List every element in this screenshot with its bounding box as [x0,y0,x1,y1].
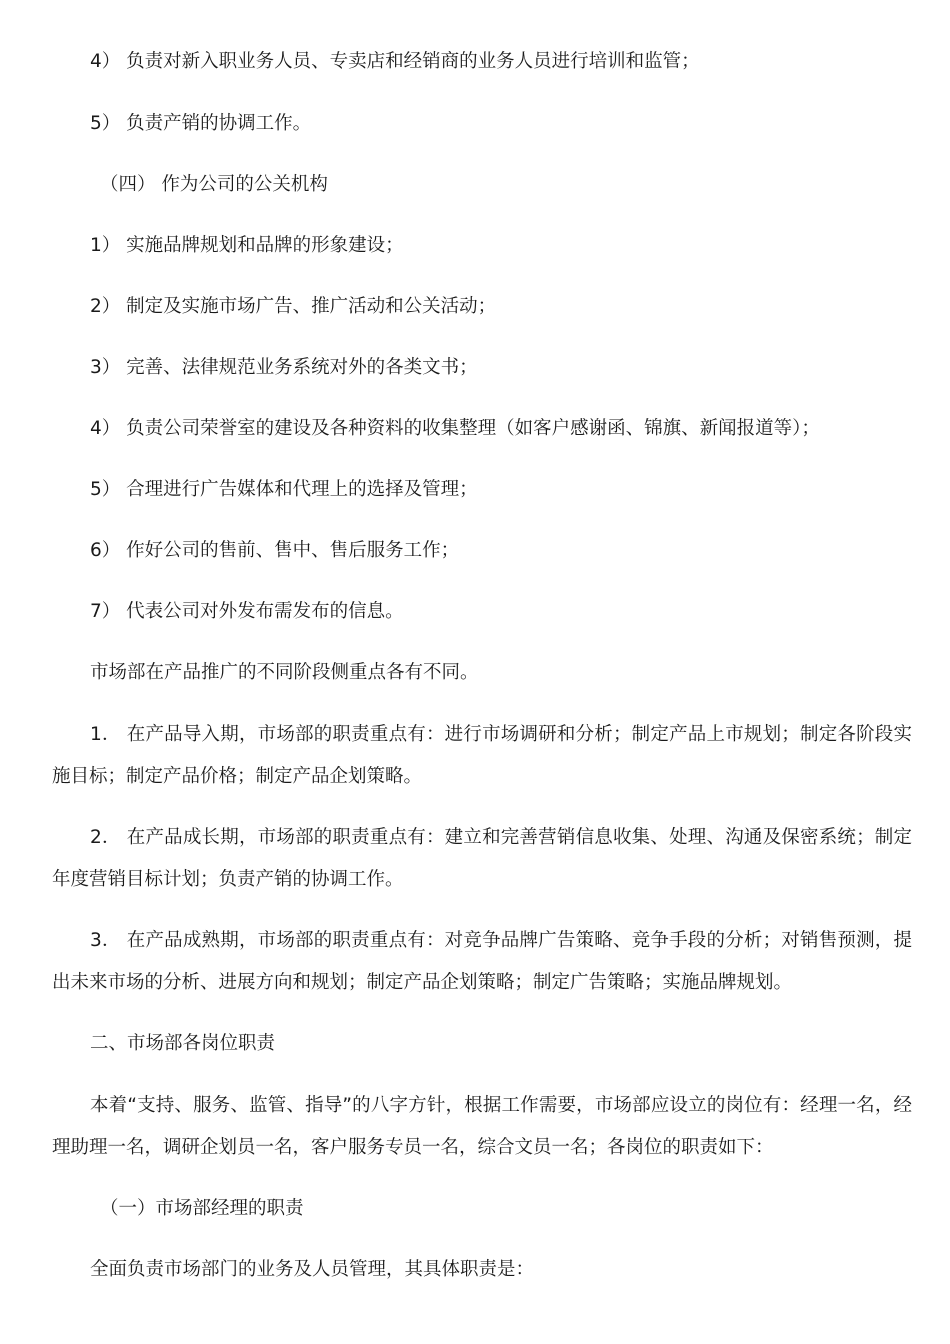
pr-item-3: 3） 完善、法律规范业务系统对外的各类文书； [90,357,478,378]
stage-focus-intro: 市场部在产品推广的不同阶段侧重点各有不同。 [90,662,479,683]
pr-item-5: 5） 合理进行广告媒体和代理上的选择及管理； [90,479,478,500]
pr-item-7: 7） 代表公司对外发布需发布的信息。 [90,601,404,622]
stage-maturity-paragraph: 3． 在产品成熟期，市场部的职责重点有：对竞争品牌广告策略、竞争手段的分析；对销售预测，提出未来市场的分析、进展方向和规划；制定产品企划策略；制定广告策略；实施品牌规划。 [52,930,912,993]
section-4-heading: （四） 作为公司的公关机构 [100,174,328,195]
stage-introduction-paragraph: 1． 在产品导入期，市场部的职责重点有：进行市场调研和分析；制定产品上市规划；制定各阶段实施目标；制定产品价格；制定产品企划策略。 [52,724,912,787]
positions-intro-paragraph: 本着“支持、服务、监管、指导”的八字方针，根据工作需要，市场部应设立的岗位有：经理一名，经理助理一名，调研企划员一名，客户服务专员一名，综合文员一名；各岗位的职责如下： [52,1095,912,1158]
manager-duties-intro: 全面负责市场部门的业务及人员管理，其具体职责是： [90,1259,535,1280]
manager-duties-heading: （一）市场部经理的职责 [100,1198,304,1219]
section-2-heading: 二、市场部各岗位职责 [90,1033,276,1054]
duty-item-5-coordination: 5） 负责产销的协调工作。 [90,113,312,134]
pr-item-1: 1） 实施品牌规划和品牌的形象建设； [90,235,404,256]
duty-item-4-training: 4） 负责对新入职业务人员、专卖店和经销商的业务人员进行培训和监管； [90,51,700,72]
pr-item-4: 4） 负责公司荣誉室的建设及各种资料的收集整理（如客户感谢函、锦旗、新闻报道等）； [90,418,820,439]
pr-item-2: 2） 制定及实施市场广告、推广活动和公关活动； [90,296,497,317]
pr-item-6: 6） 作好公司的售前、售中、售后服务工作； [90,540,460,561]
stage-growth-paragraph: 2． 在产品成长期，市场部的职责重点有：建立和完善营销信息收集、处理、沟通及保密系统；制定年度营销目标计划；负责产销的协调工作。 [52,827,912,890]
